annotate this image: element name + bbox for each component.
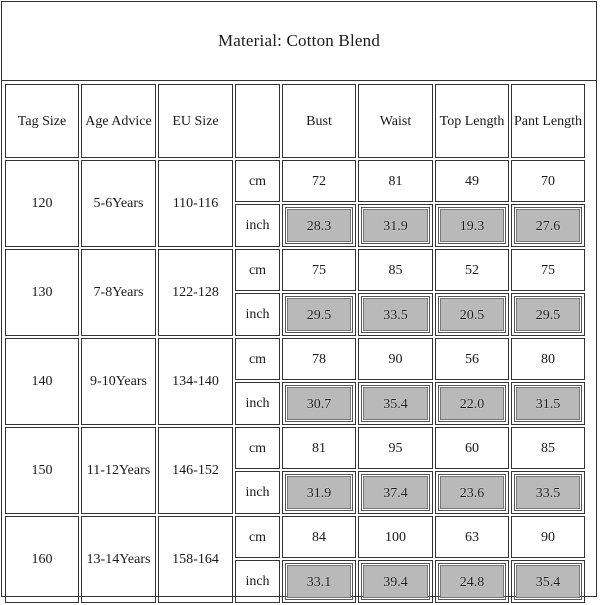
header-tag-size: Tag Size (5, 84, 79, 158)
size-table (3, 82, 587, 605)
inch-value-box: 37.4 (363, 476, 428, 509)
unit-cm-cell: cm (235, 427, 280, 469)
top-length-inch-cell (435, 204, 509, 247)
eu-size-cell: 122-128 (158, 249, 233, 336)
bust-cm-cell: 75 (282, 249, 356, 291)
inch-value-box: 35.4 (516, 565, 580, 598)
chart-title: Material: Cotton Blend (2, 2, 596, 81)
bust-cm-cell: 72 (282, 160, 356, 202)
inch-value-box: 29.5 (516, 298, 580, 331)
inch-value-box: 22.0 (440, 387, 504, 420)
top-length-inch-cell (435, 293, 509, 336)
pant-length-inch-cell (511, 293, 585, 336)
table-row-cm (5, 160, 585, 202)
inch-value-box: 29.5 (287, 298, 351, 331)
unit-inch-cell: inch (235, 382, 280, 425)
waist-inch-cell (358, 293, 433, 336)
bust-cm-cell: 78 (282, 338, 356, 380)
age-advice-cell: 5-6Years (81, 160, 156, 247)
inch-value-box: 31.5 (516, 387, 580, 420)
bust-inch-cell (282, 382, 356, 425)
pant-length-cm-cell: 75 (511, 249, 585, 291)
tag-size-cell: 150 (5, 427, 79, 514)
waist-inch-cell (358, 471, 433, 514)
inch-value-box: 23.6 (440, 476, 504, 509)
inch-value-box: 19.3 (440, 209, 504, 242)
age-advice-cell: 7-8Years (81, 249, 156, 336)
table-row-cm (5, 427, 585, 469)
unit-cm-cell: cm (235, 516, 280, 558)
unit-inch-cell: inch (235, 293, 280, 336)
inch-value-box: 33.5 (363, 298, 428, 331)
inch-value-box: 31.9 (287, 476, 351, 509)
header-waist: Waist (358, 84, 433, 158)
pant-length-cm-cell: 80 (511, 338, 585, 380)
pant-length-cm-cell: 70 (511, 160, 585, 202)
inch-value-box: 20.5 (440, 298, 504, 331)
inch-value-box: 27.6 (516, 209, 580, 242)
inch-value-box: 24.8 (440, 565, 504, 598)
top-length-cm-cell: 60 (435, 427, 509, 469)
top-length-inch-cell (435, 560, 509, 603)
pant-length-cm-cell: 90 (511, 516, 585, 558)
top-length-inch-cell (435, 471, 509, 514)
waist-cm-cell: 95 (358, 427, 433, 469)
top-length-cm-cell: 52 (435, 249, 509, 291)
inch-value-box: 30.7 (287, 387, 351, 420)
unit-cm-cell: cm (235, 338, 280, 380)
waist-cm-cell: 81 (358, 160, 433, 202)
header-pant-length: Pant Length (511, 84, 585, 158)
header-age-advice: Age Advice (81, 84, 156, 158)
inch-value-box: 39.4 (363, 565, 428, 598)
top-length-cm-cell: 56 (435, 338, 509, 380)
tag-size-cell: 160 (5, 516, 79, 603)
inch-value-box: 35.4 (363, 387, 428, 420)
inch-value-box: 33.5 (516, 476, 580, 509)
waist-cm-cell: 90 (358, 338, 433, 380)
waist-inch-cell (358, 204, 433, 247)
bust-inch-cell (282, 204, 356, 247)
pant-length-inch-cell (511, 560, 585, 603)
bust-inch-cell (282, 560, 356, 603)
unit-inch-cell: inch (235, 560, 280, 603)
top-length-cm-cell: 49 (435, 160, 509, 202)
waist-inch-cell (358, 560, 433, 603)
tag-size-cell: 140 (5, 338, 79, 425)
bust-inch-cell (282, 293, 356, 336)
age-advice-cell: 11-12Years (81, 427, 156, 514)
table-row-cm (5, 516, 585, 558)
top-length-inch-cell (435, 382, 509, 425)
header-bust: Bust (282, 84, 356, 158)
pant-length-inch-cell (511, 382, 585, 425)
age-advice-cell: 13-14Years (81, 516, 156, 603)
header-top-length: Top Length (435, 84, 509, 158)
header-row (5, 84, 585, 158)
table-row-cm (5, 249, 585, 291)
unit-cm-cell: cm (235, 249, 280, 291)
unit-inch-cell: inch (235, 204, 280, 247)
size-chart (1, 1, 597, 597)
age-advice-cell: 9-10Years (81, 338, 156, 425)
pant-length-inch-cell (511, 204, 585, 247)
header-unit (235, 84, 280, 158)
tag-size-cell: 130 (5, 249, 79, 336)
eu-size-cell: 158-164 (158, 516, 233, 603)
inch-value-box: 28.3 (287, 209, 351, 242)
bust-cm-cell: 81 (282, 427, 356, 469)
bust-cm-cell: 84 (282, 516, 356, 558)
unit-cm-cell: cm (235, 160, 280, 202)
inch-value-box: 31.9 (363, 209, 428, 242)
inch-value-box: 33.1 (287, 565, 351, 598)
tag-size-cell: 120 (5, 160, 79, 247)
eu-size-cell: 110-116 (158, 160, 233, 247)
top-length-cm-cell: 63 (435, 516, 509, 558)
eu-size-cell: 134-140 (158, 338, 233, 425)
waist-cm-cell: 100 (358, 516, 433, 558)
unit-inch-cell: inch (235, 471, 280, 514)
bust-inch-cell (282, 471, 356, 514)
header-eu-size: EU Size (158, 84, 233, 158)
pant-length-inch-cell (511, 471, 585, 514)
waist-cm-cell: 85 (358, 249, 433, 291)
pant-length-cm-cell: 85 (511, 427, 585, 469)
waist-inch-cell (358, 382, 433, 425)
table-row-cm (5, 338, 585, 380)
eu-size-cell: 146-152 (158, 427, 233, 514)
